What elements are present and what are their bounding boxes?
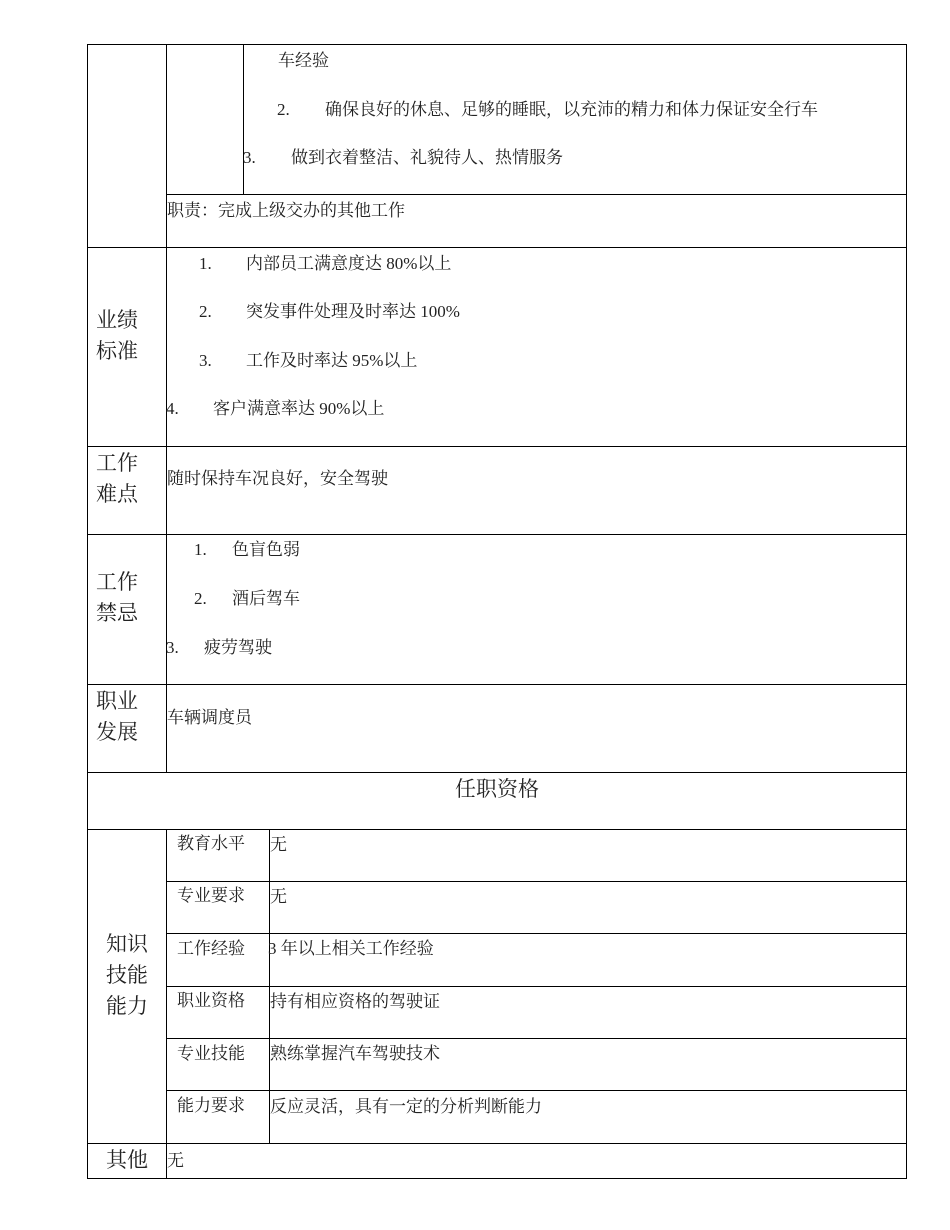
performance-item-4 bbox=[166, 398, 384, 420]
qualification-key: 职业资格 bbox=[177, 991, 245, 1010]
list-text: 工作及时率达 95%以上 bbox=[246, 351, 418, 370]
qualification-value: 无 bbox=[270, 887, 287, 906]
duty-item-1-tail: 车经验 bbox=[278, 51, 329, 70]
list-number: 1. bbox=[194, 540, 207, 559]
list-text: 突发事件处理及时率达 100% bbox=[246, 302, 460, 321]
list-number: 2. bbox=[194, 589, 207, 608]
qualification-value: 3 年以上相关工作经验 bbox=[268, 939, 434, 958]
taboo-item-3 bbox=[166, 637, 272, 659]
taboo-item-1 bbox=[194, 539, 300, 561]
list-text: 疲劳驾驶 bbox=[204, 638, 272, 657]
list-text: 做到衣着整洁、礼貌待人、热情服务 bbox=[291, 148, 563, 167]
duty-item-2 bbox=[277, 99, 818, 121]
list-number: 2. bbox=[199, 302, 212, 321]
list-number: 3. bbox=[166, 638, 179, 657]
qualifications-header: 任职资格 bbox=[455, 777, 539, 801]
qualification-value: 无 bbox=[270, 835, 287, 854]
qualifications-group-label: 知识 技能 能力 bbox=[106, 932, 148, 1018]
difficulty-text: 随时保持车况良好，安全驾驶 bbox=[167, 469, 388, 488]
list-number: 3. bbox=[243, 148, 256, 167]
qualification-value: 持有相应资格的驾驶证 bbox=[270, 992, 440, 1011]
duty-item-3 bbox=[243, 147, 563, 169]
list-text: 客户满意率达 90%以上 bbox=[213, 399, 385, 418]
qualification-key: 专业技能 bbox=[177, 1044, 245, 1063]
qualification-key: 专业要求 bbox=[177, 886, 245, 905]
list-number: 2. bbox=[277, 100, 290, 119]
other-label: 其他 bbox=[106, 1148, 148, 1172]
qualification-value: 反应灵活，具有一定的分析判断能力 bbox=[270, 1097, 542, 1116]
performance-label: 业绩 标准 bbox=[96, 308, 138, 363]
career-text: 车辆调度员 bbox=[167, 708, 252, 727]
difficulty-label: 工作 难点 bbox=[96, 451, 138, 506]
performance-item-2 bbox=[199, 301, 460, 323]
taboos-label: 工作 禁忌 bbox=[96, 570, 138, 625]
performance-item-3 bbox=[199, 350, 417, 372]
other-duty: 职责：完成上级交办的其他工作 bbox=[167, 201, 405, 220]
list-number: 4. bbox=[166, 399, 179, 418]
other-value: 无 bbox=[167, 1151, 184, 1170]
qualification-key: 工作经验 bbox=[177, 939, 245, 958]
list-number: 1. bbox=[199, 254, 212, 273]
list-text: 酒后驾车 bbox=[232, 589, 300, 608]
career-label: 职业 发展 bbox=[96, 689, 138, 744]
qualification-key: 教育水平 bbox=[177, 834, 245, 853]
list-text: 色盲色弱 bbox=[232, 540, 300, 559]
taboo-item-2 bbox=[194, 588, 300, 610]
list-text: 内部员工满意度达 80%以上 bbox=[246, 254, 452, 273]
list-number: 3. bbox=[199, 351, 212, 370]
qualification-value: 熟练掌握汽车驾驶技术 bbox=[270, 1044, 440, 1063]
list-text: 确保良好的休息、足够的睡眠，以充沛的精力和体力保证安全行车 bbox=[325, 100, 818, 119]
qualification-key: 能力要求 bbox=[177, 1096, 245, 1115]
performance-item-1 bbox=[199, 253, 451, 275]
